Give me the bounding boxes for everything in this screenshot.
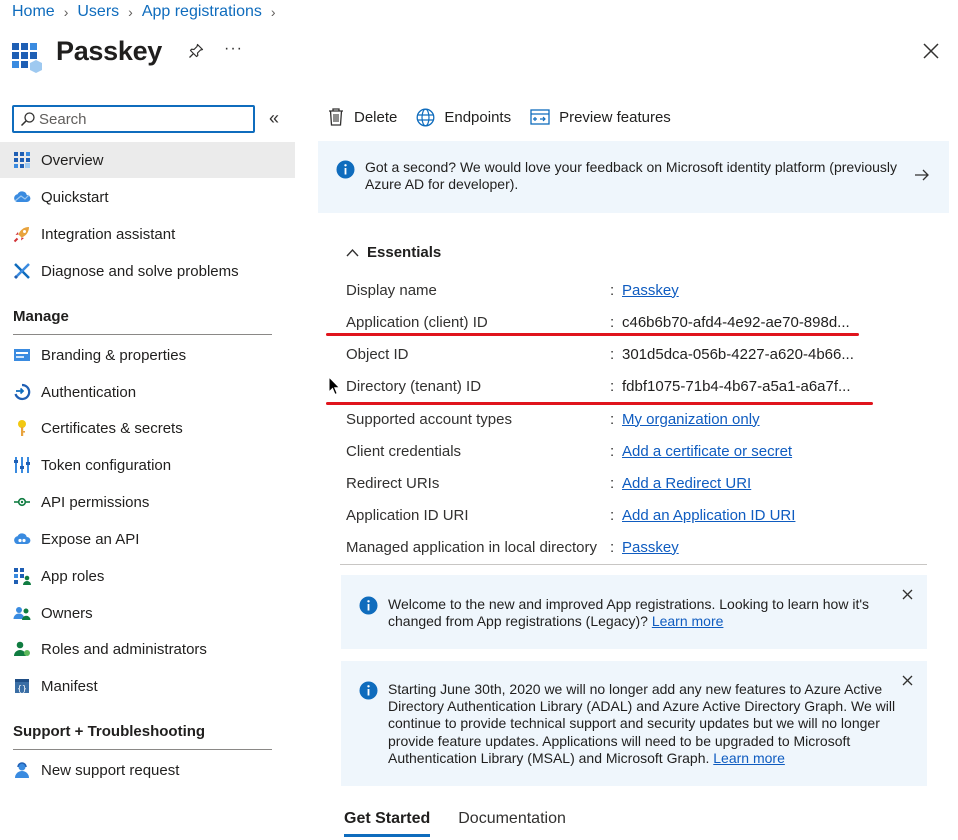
api-permissions-icon <box>13 493 31 511</box>
breadcrumb-app-registrations[interactable]: App registrations <box>141 3 262 20</box>
colon: : <box>610 538 615 556</box>
sidebar-item-integration-assistant[interactable] <box>0 216 295 252</box>
sidebar-item-expose-api[interactable] <box>0 521 295 557</box>
sidebar-item-roles-administrators[interactable] <box>0 631 295 667</box>
sidebar-item-label: Overview <box>41 151 104 169</box>
feedback-text: Got a second? We would love your feedback on Microsoft identity platform (previously Azure AD for developer). <box>365 159 897 192</box>
essentials-label: Managed application in local directory <box>346 538 597 556</box>
manifest-icon <box>13 677 31 695</box>
sidebar-item-new-support-request[interactable] <box>0 752 295 788</box>
welcome-notice-body <box>388 596 888 630</box>
colon: : <box>610 410 615 428</box>
learn-more-link[interactable]: Learn more <box>713 749 785 766</box>
essentials-row <box>346 504 795 526</box>
sidebar-item-label: Diagnose and solve problems <box>41 262 239 280</box>
essentials-label: Directory (tenant) ID <box>346 377 482 395</box>
breadcrumb-home[interactable]: Home <box>12 3 55 20</box>
chevron-right-icon: › <box>63 4 69 20</box>
endpoints-label: Endpoints <box>444 108 512 126</box>
collapse-sidebar-button[interactable]: « <box>269 108 280 128</box>
sidebar-item-manifest[interactable] <box>0 668 295 704</box>
colon: : <box>610 281 615 299</box>
preview-icon <box>530 108 550 126</box>
info-icon <box>359 596 378 615</box>
adal-notice-body <box>388 681 896 767</box>
search-input[interactable] <box>39 111 229 128</box>
sidebar-item-label: Roles and administrators <box>41 640 207 658</box>
sidebar-item-token-configuration[interactable] <box>0 447 295 483</box>
sidebar-item-authentication[interactable] <box>0 374 295 410</box>
sidebar-item-app-roles[interactable] <box>0 558 295 594</box>
essentials-row <box>346 408 760 430</box>
adal-notice-text: Starting June 30th, 2020 we will no longer add any new features to Azure Active Directory Authentication Library (ADAL) and Azure Active Directory Graph. We will continue to provide technical support and security updates but we will no longer provide feature updates. Applications will need to be upgraded to Microsoft Authentication Library (MSAL) and Microsoft Graph. <box>388 681 896 766</box>
tab-documentation[interactable]: Documentation <box>458 810 566 827</box>
delete-button[interactable] <box>327 107 397 127</box>
divider <box>13 749 272 750</box>
essentials-label: Redirect URIs <box>346 474 440 492</box>
globe-icon <box>416 108 435 127</box>
info-icon <box>359 681 378 700</box>
essentials-label: Supported account types <box>346 410 512 428</box>
tab-get-started[interactable]: Get Started <box>344 810 430 837</box>
sidebar-item-label: Token configuration <box>41 456 172 474</box>
essentials-label: Application (client) ID <box>346 313 488 331</box>
dismiss-icon[interactable] <box>902 675 913 686</box>
sidebar-item-label: Owners <box>41 604 93 622</box>
breadcrumb <box>12 3 285 21</box>
highlight-underline <box>326 333 859 336</box>
sidebar-item-label: App roles <box>41 567 105 585</box>
owners-icon <box>13 604 31 622</box>
tools-icon <box>13 262 31 280</box>
chevron-right-icon: › <box>270 4 276 20</box>
essentials-row <box>346 472 751 494</box>
chevron-right-icon: › <box>128 4 133 20</box>
overview-icon <box>13 151 31 169</box>
essentials-row <box>346 279 679 301</box>
delete-label: Delete <box>354 108 398 126</box>
endpoints-button[interactable] <box>416 108 511 127</box>
display-name-link[interactable]: Passkey <box>622 281 679 299</box>
colon: : <box>610 345 615 363</box>
tenant-id-value[interactable]: fdbf1075-71b4-4b67-a5a1-a6a7f... <box>622 377 851 395</box>
tab-strip <box>344 810 594 837</box>
essentials-row <box>346 375 851 397</box>
preview-features-button[interactable] <box>530 108 671 126</box>
support-heading: Support + Troubleshooting <box>13 723 206 740</box>
sidebar-item-label: Integration assistant <box>41 225 176 243</box>
sidebar-item-api-permissions[interactable] <box>0 484 295 520</box>
token-icon <box>13 456 31 474</box>
feedback-banner[interactable] <box>318 141 949 213</box>
title-row <box>12 36 162 67</box>
breadcrumb-users[interactable]: Users <box>77 3 120 20</box>
search-icon <box>20 111 36 127</box>
support-icon <box>13 761 31 779</box>
essentials-label: Client credentials <box>346 442 462 460</box>
client-credentials-link[interactable]: Add a certificate or secret <box>622 442 793 460</box>
essentials-row <box>346 536 679 558</box>
essentials-toggle[interactable] <box>346 244 441 261</box>
sidebar-item-diagnose[interactable] <box>0 253 295 289</box>
trash-icon <box>327 107 345 127</box>
app-id-uri-link[interactable]: Add an Application ID URI <box>622 506 796 524</box>
app-roles-icon <box>13 567 31 585</box>
pin-icon[interactable] <box>188 43 204 59</box>
client-id-value[interactable]: c46b6b70-afd4-4e92-ae70-898d... <box>622 313 850 331</box>
svg-text:{}: {} <box>17 684 27 693</box>
essentials-heading: Essentials <box>367 244 442 261</box>
close-icon[interactable] <box>922 42 940 60</box>
sidebar-item-label: Branding & properties <box>41 346 187 364</box>
app-registration-icon <box>12 43 42 73</box>
sidebar-item-branding[interactable] <box>0 337 295 373</box>
roles-icon <box>13 640 31 658</box>
key-icon <box>13 419 31 437</box>
adal-notice <box>341 661 927 786</box>
preview-features-label: Preview features <box>559 108 671 126</box>
sidebar-item-quickstart[interactable] <box>0 179 295 215</box>
more-options-icon[interactable]: ··· <box>224 40 243 57</box>
essentials-row <box>346 311 850 333</box>
expose-api-icon <box>13 530 31 548</box>
welcome-notice-text: Welcome to the new and improved App registrations. Looking to learn how it's changed from App registrations (Legacy)? <box>388 596 870 630</box>
sidebar-item-label: Quickstart <box>41 188 109 206</box>
command-bar <box>327 107 690 127</box>
manage-heading: Manage <box>13 308 69 325</box>
sidebar-item-label: Certificates & secrets <box>41 419 183 437</box>
essentials-label: Display name <box>346 281 437 299</box>
sidebar-item-label: Expose an API <box>41 530 140 548</box>
sidebar-item-label: API permissions <box>41 493 150 511</box>
sidebar-item-certificates[interactable] <box>0 410 295 446</box>
sidebar-item-overview[interactable] <box>0 142 295 178</box>
sidebar-item-label: Manifest <box>41 677 98 695</box>
essentials-label: Application ID URI <box>346 506 469 524</box>
colon: : <box>610 474 615 492</box>
colon: : <box>610 442 615 460</box>
divider <box>13 334 272 335</box>
page-title: Passkey <box>56 36 163 66</box>
rocket-icon <box>13 225 31 243</box>
arrow-right-icon[interactable] <box>914 169 930 181</box>
essentials-row <box>346 440 792 462</box>
colon: : <box>610 313 615 331</box>
object-id-value[interactable]: 301d5dca-056b-4227-a620-4b66... <box>622 345 854 363</box>
welcome-notice <box>341 575 927 649</box>
account-types-link[interactable]: My organization only <box>622 410 760 428</box>
sidebar-item-label: Authentication <box>41 383 137 401</box>
info-icon <box>336 160 355 179</box>
divider <box>340 564 927 565</box>
highlight-underline <box>326 402 873 405</box>
managed-app-link[interactable]: Passkey <box>622 538 679 556</box>
colon: : <box>610 377 615 395</box>
cloud-icon <box>13 188 31 206</box>
authentication-icon <box>13 383 31 401</box>
colon: : <box>610 506 615 524</box>
search-box[interactable] <box>12 105 255 133</box>
sidebar-item-label: New support request <box>41 761 180 779</box>
redirect-uri-link[interactable]: Add a Redirect URI <box>622 474 752 492</box>
sidebar-item-owners[interactable] <box>0 595 295 631</box>
learn-more-link[interactable]: Learn more <box>651 613 724 630</box>
essentials-row <box>346 343 854 365</box>
branding-icon <box>13 346 31 364</box>
mouse-cursor-icon <box>328 376 341 396</box>
dismiss-icon[interactable] <box>902 589 913 600</box>
essentials-label: Object ID <box>346 345 409 363</box>
chevron-up-icon <box>346 248 359 257</box>
